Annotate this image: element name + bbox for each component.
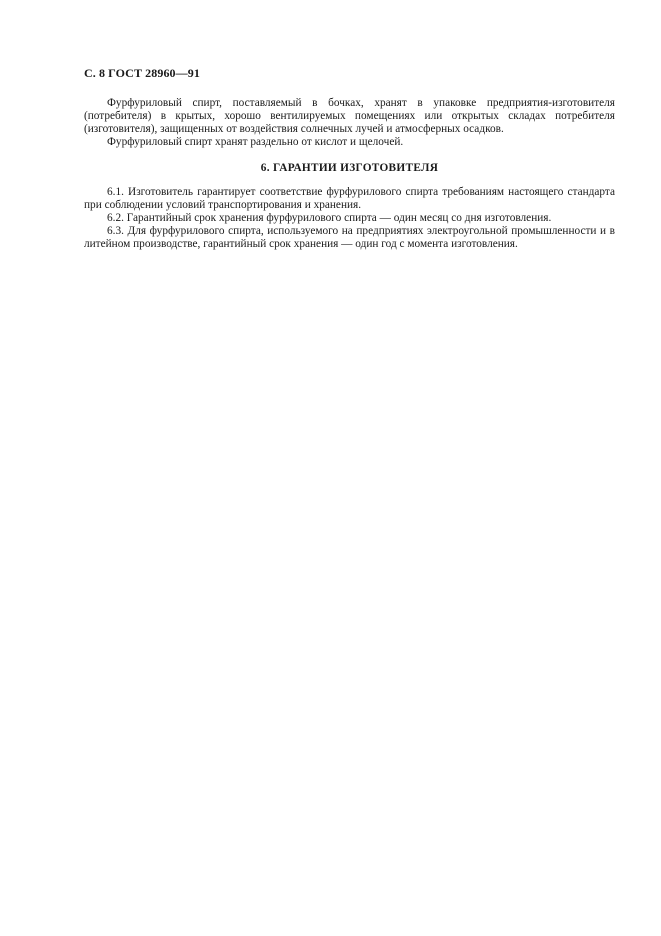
page-header: С. 8 ГОСТ 28960—91 — [84, 66, 200, 80]
storage-paragraph-1: Фурфуриловый спирт, поставляемый в бочках, хранят в упаковке предприятия-изготовителя (потребителя) в крытых, хорошо вентилируемых помещениях или открытых складах потребителя (изготовителя), защищенных от воздействия солнечных лучей и атмосферных осадков. — [84, 97, 615, 135]
clause-6-1: 6.1. Изготовитель гарантирует соответствие фурфурилового спирта требованиям настоящего стандарта при соблюдении условий транспортирования и хранения. — [84, 186, 615, 211]
clause-6-2: 6.2. Гарантийный срок хранения фурфурилового спирта — один месяц со дня изготовления. — [107, 212, 552, 224]
section-heading: 6. ГАРАНТИИ ИЗГОТОВИТЕЛЯ — [260, 162, 439, 174]
storage-paragraph-2: Фурфуриловый спирт хранят раздельно от кислот и щелочей. — [107, 136, 404, 148]
clause-6-3: 6.3. Для фурфурилового спирта, используемого на предприятиях электроугольной промышленности и в литейном производстве, гарантийный срок хранения — один год с момента изготовления. — [84, 225, 615, 250]
page-content — [84, 97, 615, 251]
